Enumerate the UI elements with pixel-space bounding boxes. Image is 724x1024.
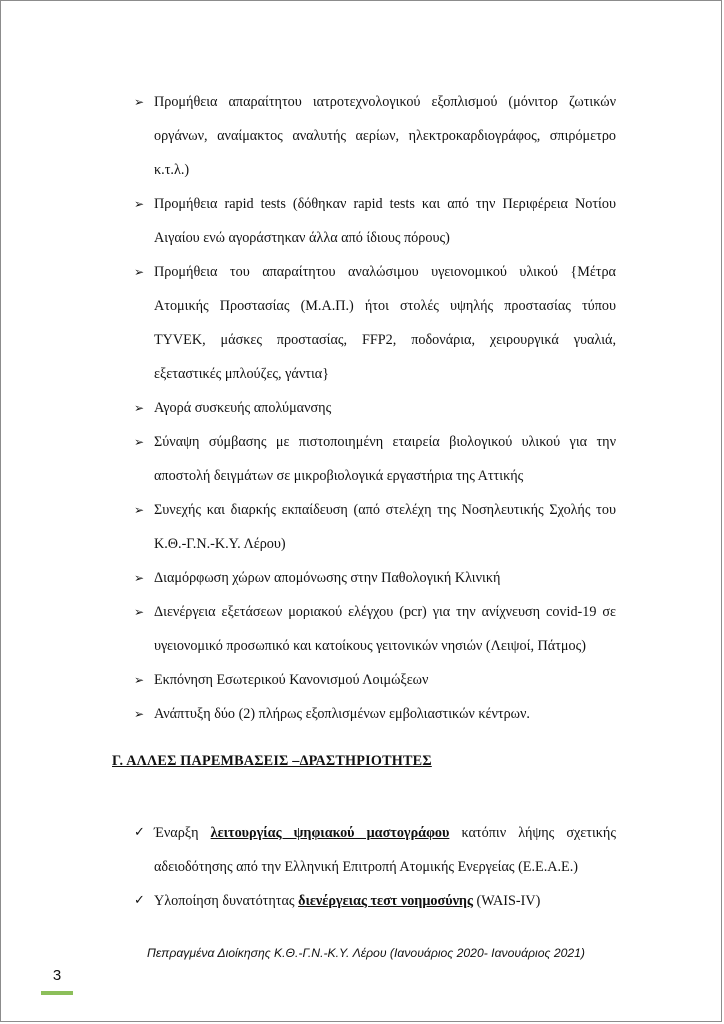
arrowhead-bullet-icon: ➢: [134, 571, 145, 585]
list-item: [134, 187, 616, 255]
arrowhead-bullet-icon: ➢: [134, 707, 145, 721]
page-footer: Πεπραγμένα Διοίκησης Κ.Θ.-Γ.Ν.-Κ.Υ. Λέρου (Ιανουάριος 2020- Ιανουάριος 2021): [147, 946, 585, 960]
section-heading: Γ. ΑΛΛΕΣ ΠΑΡΕΜΒΑΣΕΙΣ –ΔΡΑΣΤΗΡΙΟΤΗΤΕΣ: [112, 753, 432, 769]
list-item: [134, 493, 616, 561]
check-item-highlight: λειτουργίας ψηφιακού μαστογράφου: [210, 825, 450, 841]
check-list: [134, 816, 616, 918]
list-item-text: Αγορά συσκευής απολύμανσης: [154, 400, 332, 416]
check-item: [134, 816, 616, 884]
list-item-text: Σύναψη σύμβασης με πιστοποιημένη εταιρεία βιολογικού υλικού για την αποστολή δειγμάτων σε μικροβιολογικά εργαστήρια της Αττικής: [154, 434, 616, 484]
checkmark-icon: ✓: [134, 825, 145, 840]
check-item-text-start: Υλοποίηση δυνατότητας: [154, 893, 299, 909]
list-item: [134, 391, 616, 425]
check-item-text-end: κατόπιν λήψης σχετικής αδειοδότησης από την Ελληνική Επιτροπή Ατομικής Ενεργείας (Ε.Ε.Α.Ε.): [154, 825, 616, 875]
list-item-text: Ανάπτυξη δύο (2) πλήρως εξοπλισμένων εμβολιαστικών κέντρων.: [154, 706, 530, 722]
arrowhead-bullet-icon: ➢: [134, 95, 145, 109]
list-item: [134, 595, 616, 663]
checkmark-icon: ✓: [134, 893, 145, 908]
check-item-text-end: (WAIS-IV): [472, 893, 541, 909]
arrowhead-bullet-icon: ➢: [134, 605, 145, 619]
list-item-text: Προμήθεια rapid tests (δόθηκαν rapid tests και από την Περιφέρεια Νοτίου Αιγαίου ενώ αγοράστηκαν άλλα από ίδιους πόρους): [154, 196, 616, 246]
list-item-text: Διενέργεια εξετάσεων μοριακού ελέγχου (pcr) για την ανίχνευση covid-19 σε υγειονομικό προσωπικό και κατοίκους γειτονικών νησιών (Λειψοί, Πάτμος): [154, 604, 616, 654]
list-item: [134, 85, 616, 187]
list-item-text: Προμήθεια απαραίτητου ιατροτεχνολογικού εξοπλισμού (μόνιτορ ζωτικών οργάνων, αναίμακτος αναλυτής αερίων, ηλεκτροκαρδιογράφος, σπιρόμετρο κ.τ.λ.): [154, 94, 616, 178]
arrowhead-bullet-icon: ➢: [134, 197, 145, 211]
list-item: [134, 697, 616, 731]
check-item-highlight: διενέργειας τεστ νοημοσύνης: [298, 893, 473, 909]
list-item: [134, 425, 616, 493]
list-item-text: Προμήθεια του απαραίτητου αναλώσιμου υγειονομικού υλικού {Μέτρα Ατομικής Προστασίας (Μ.Α.Π.) ήτοι στολές υψηλής προστασίας τύπου TYVEK, μάσκες προστασίας, FFP2, ποδονάρια, χειρουργικά γυαλιά, εξεταστικές μπλούζες, γάντια}: [154, 264, 616, 382]
list-item: [134, 561, 616, 595]
list-item-text: Εκπόνηση Εσωτερικού Κανονισμού Λοιμώξεων: [154, 672, 429, 688]
arrowhead-bullet-icon: ➢: [134, 265, 145, 279]
check-item: [134, 884, 616, 918]
list-item: [134, 255, 616, 391]
arrowhead-bullet-icon: ➢: [134, 673, 145, 687]
arrowhead-bullet-icon: ➢: [134, 401, 145, 415]
list-item: [134, 663, 616, 697]
list-item-text: Συνεχής και διαρκής εκπαίδευση (από στελέχη της Νοσηλευτικής Σχολής του Κ.Θ.-Γ.Ν.-Κ.Υ. Λέρου): [154, 502, 616, 552]
arrowhead-bullet-icon: ➢: [134, 503, 145, 517]
bullet-list: [134, 85, 616, 731]
arrowhead-bullet-icon: ➢: [134, 435, 145, 449]
list-item-text: Διαμόρφωση χώρων απομόνωσης στην Παθολογική Κλινική: [154, 570, 501, 586]
page-number: 3: [41, 961, 73, 995]
check-item-text-start: Έναρξη: [154, 825, 211, 841]
